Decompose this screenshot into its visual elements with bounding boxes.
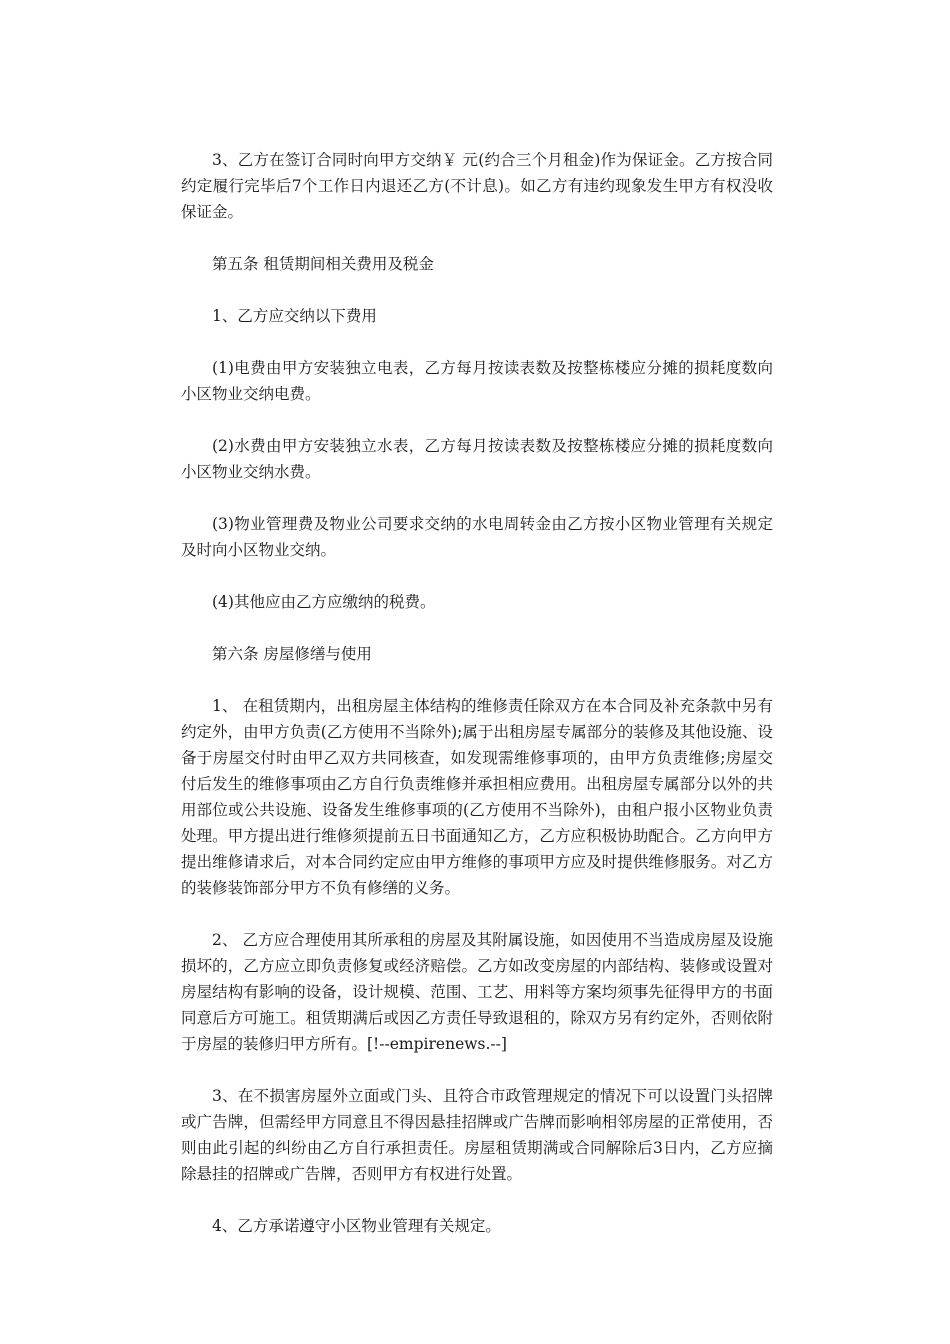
paragraph-property-fee: (3)物业管理费及物业公司要求交纳的水电周转金由乙方按小区物业管理有关规定及时向小区物业交纳。 — [181, 515, 773, 559]
document-body — [181, 147, 773, 1265]
heading-article-5: 第五条 租赁期间相关费用及税金 — [212, 255, 434, 273]
paragraph-repair-2: 2、 乙方应合理使用其所承租的房屋及其附属设施，如因使用不当造成房屋及设施损坏的，乙方应立即负责修复或经济赔偿。乙方如改变房屋的内部结构、装修或设置对房屋结构有影响的设备，设计规模、范围、工艺、用料等方案均须事先征得甲方的书面同意后方可施工。租赁期满后或因乙方责任导致退租的，除双方另有约定外，否则依附于房屋的装修归甲方所有。[!--empirenews.--] — [181, 931, 773, 1053]
paragraph-repair-1: 1、 在租赁期内，出租房屋主体结构的维修责任除双方在本合同及补充条款中另有约定外，由甲方负责(乙方使用不当除外);属于出租房屋专属部分的装修及其他设施、设备于房屋交付时由甲乙双方共同核查，如发现需维修事项的，由甲方负责维修;房屋交付后发生的维修事项由乙方自行负责维修并承担相应费用。出租房屋专属部分以外的共用部位或公共设施、设备发生维修事项的(乙方使用不当除外)，由租户报小区物业负责处理。甲方提出进行维修须提前五日书面通知乙方，乙方应积极协助配合。乙方向甲方提出维修请求后，对本合同约定应由甲方维修的事项甲方应及时提供维修服务。对乙方的装修装饰部分甲方不负有修缮的义务。 — [181, 697, 773, 897]
paragraph-other-taxes: (4)其他应由乙方应缴纳的税费。 — [212, 593, 436, 611]
paragraph-electricity: (1)电费由甲方安装独立电表，乙方每月按读表数及按整栋楼应分摊的损耗度数向小区物业交纳电费。 — [181, 359, 773, 403]
paragraph-repair-3: 3、在不损害房屋外立面或门头、且符合市政管理规定的情况下可以设置门头招牌或广告牌，但需经甲方同意且不得因悬挂招牌或广告牌而影响相邻房屋的正常使用，否则由此引起的纠纷由乙方自行承担责任。房屋租赁期满或合同解除后3日内，乙方应摘除悬挂的招牌或广告牌，否则甲方有权进行处置。 — [181, 1087, 773, 1183]
paragraph-water: (2)水费由甲方安装独立水表，乙方每月按读表数及按整栋楼应分摊的损耗度数向小区物业交纳水费。 — [181, 437, 773, 481]
heading-article-6: 第六条 房屋修缮与使用 — [212, 645, 372, 663]
paragraph-repair-4: 4、乙方承诺遵守小区物业管理有关规定。 — [212, 1217, 501, 1235]
paragraph-deposit: 3、乙方在签订合同时向甲方交纳￥ 元(约合三个月租金)作为保证金。乙方按合同约定履行完毕后7个工作日内退还乙方(不计息)。如乙方有违约现象发生甲方有权没收保证金。 — [181, 151, 773, 221]
paragraph-fees-intro: 1、乙方应交纳以下费用 — [212, 307, 377, 325]
